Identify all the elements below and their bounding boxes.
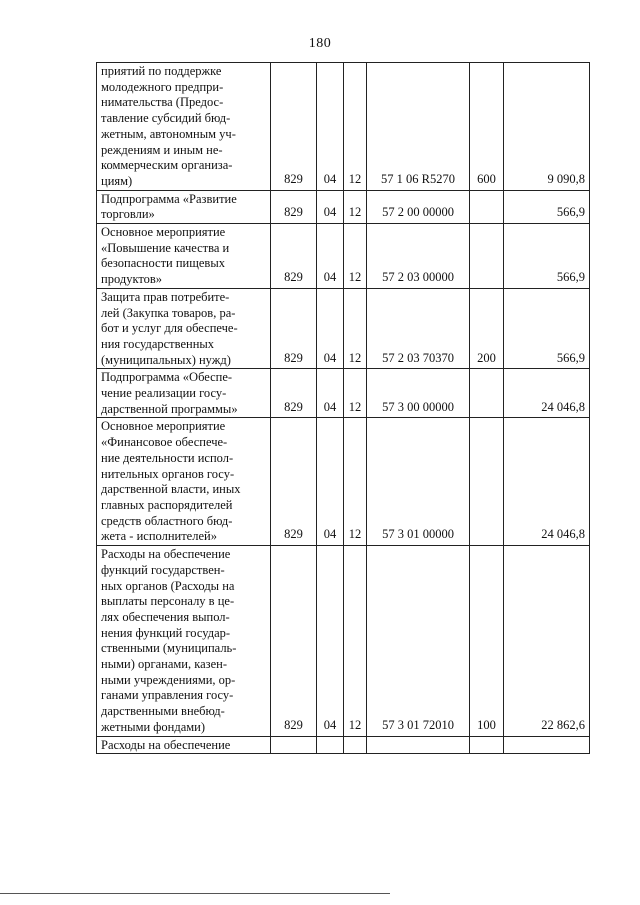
expense-type [470, 418, 504, 546]
amount: 24 046,8 [504, 369, 590, 418]
table-row [97, 190, 590, 223]
expense-type [470, 736, 504, 754]
table-row [97, 546, 590, 736]
section-code: 04 [317, 288, 344, 369]
subsection-code: 12 [344, 63, 367, 191]
subsection-code: 12 [344, 418, 367, 546]
section-code: 04 [317, 546, 344, 736]
subsection-code: 12 [344, 369, 367, 418]
amount [504, 736, 590, 754]
amount: 566,9 [504, 288, 590, 369]
subsection-code: 12 [344, 224, 367, 289]
target-article: 57 2 00 00000 [367, 190, 470, 223]
subsection-code: 12 [344, 288, 367, 369]
ministry-code [271, 736, 317, 754]
row-name: Подпрограмма «Развитие торговли» [97, 190, 271, 223]
ministry-code: 829 [271, 63, 317, 191]
row-name: Основное мероприятие «Финансовое обеспече- ние деятельности испол- нительных органов госу- дарственной власти, иных главных распорядителей средств областного бюд- жета - исполнителей» [97, 418, 271, 546]
amount: 22 862,6 [504, 546, 590, 736]
target-article: 57 3 01 72010 [367, 546, 470, 736]
section-code: 04 [317, 224, 344, 289]
table-row [97, 369, 590, 418]
target-article [367, 736, 470, 754]
section-code [317, 736, 344, 754]
expense-type [470, 190, 504, 223]
budget-table [96, 62, 590, 754]
subsection-code: 12 [344, 190, 367, 223]
subsection-code: 12 [344, 546, 367, 736]
expense-type: 100 [470, 546, 504, 736]
table-row [97, 224, 590, 289]
expense-type: 600 [470, 63, 504, 191]
amount: 24 046,8 [504, 418, 590, 546]
ministry-code: 829 [271, 224, 317, 289]
ministry-code: 829 [271, 546, 317, 736]
row-name: Расходы на обеспечение функций государствен- ных органов (Расходы на выплаты персоналу в це- лях обеспечения выпол- нения функций государ- ственными (муниципаль- ными) органами, казен- ными учреждениями, ор- ганами управления госу- дарственными внебюд- жетными фондами) [97, 546, 271, 736]
row-name: Расходы на обеспечение [97, 736, 271, 754]
expense-type [470, 224, 504, 289]
row-name: Основное мероприятие «Повышение качества и безопасности пищевых продуктов» [97, 224, 271, 289]
ministry-code: 829 [271, 418, 317, 546]
section-code: 04 [317, 369, 344, 418]
section-code: 04 [317, 190, 344, 223]
section-code: 04 [317, 63, 344, 191]
table-row [97, 288, 590, 369]
row-name: Подпрограмма «Обеспе- чение реализации госу- дарственной программы» [97, 369, 271, 418]
target-article: 57 1 06 R5270 [367, 63, 470, 191]
table-row [97, 63, 590, 191]
amount: 566,9 [504, 190, 590, 223]
row-name: Защита прав потребите- лей (Закупка товаров, ра- бот и услуг для обеспече- ния государственных (муниципальных) нужд) [97, 288, 271, 369]
page-number: 180 [308, 36, 332, 51]
ministry-code: 829 [271, 288, 317, 369]
expense-type: 200 [470, 288, 504, 369]
ministry-code: 829 [271, 190, 317, 223]
ministry-code: 829 [271, 369, 317, 418]
row-name: приятий по поддержке молодежного предпри- нимательства (Предос- тавление субсидий бюд- жетным, автономным уч- реждениям и иным не- коммерческим организа- циям) [97, 63, 271, 191]
footer-divider [0, 893, 390, 894]
table-row [97, 736, 590, 754]
subsection-code [344, 736, 367, 754]
amount: 566,9 [504, 224, 590, 289]
target-article: 57 3 00 00000 [367, 369, 470, 418]
target-article: 57 2 03 70370 [367, 288, 470, 369]
target-article: 57 2 03 00000 [367, 224, 470, 289]
target-article: 57 3 01 00000 [367, 418, 470, 546]
expense-type [470, 369, 504, 418]
table-row [97, 418, 590, 546]
amount: 9 090,8 [504, 63, 590, 191]
section-code: 04 [317, 418, 344, 546]
